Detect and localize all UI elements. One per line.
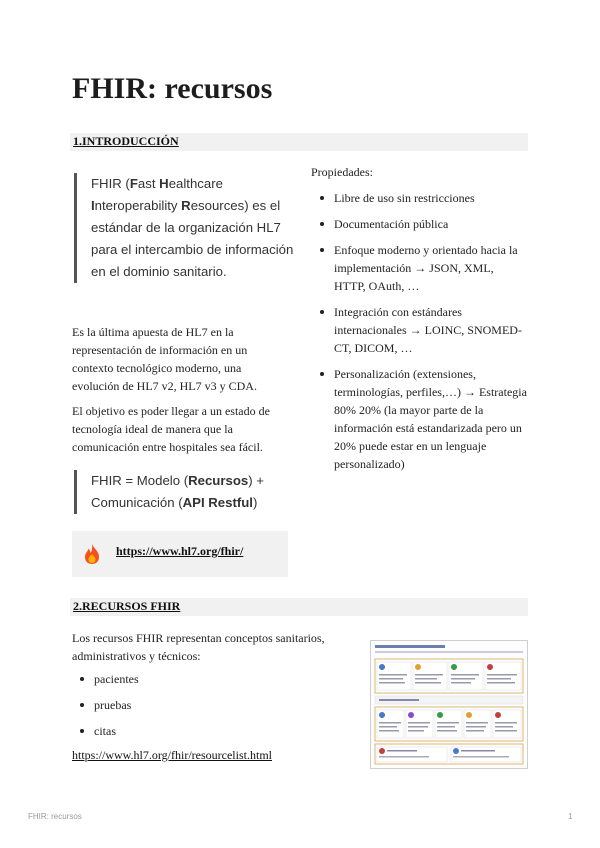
- quote-text: ): [252, 495, 258, 510]
- quote-text: nteroperability: [94, 198, 182, 213]
- fhir-formula-quote: [74, 470, 301, 514]
- quote-text: FHIR = Modelo (: [91, 473, 189, 488]
- list-item: Personalización (extensiones, terminologías, perfiles,…) → Estrategia 80% 20% (la mayor parte de la información está estandarizada pero un 20% puede estar en un lenguaje personalizado): [316, 365, 528, 473]
- page-number: 1: [568, 812, 573, 821]
- section-heading-text: 2.RECURSOS FHIR: [73, 599, 181, 613]
- properties-list: [316, 189, 528, 473]
- footer-title: FHIR: recursos: [28, 812, 82, 821]
- definition-quote: [74, 173, 306, 283]
- quote-bold: Recursos: [188, 473, 249, 488]
- quote-bold: H: [159, 176, 169, 191]
- quote-bold: I: [91, 198, 95, 213]
- intro-paragraph: Es la última apuesta de HL7 en la representación de información en un contexto tecnológico moderno, una evolución de HL7 v2, HL7 v3 y CDA.: [72, 325, 257, 393]
- quote-bold: API Restful: [182, 495, 253, 510]
- quote-bold: F: [129, 176, 138, 191]
- quote-text: FHIR (: [91, 176, 130, 191]
- link-callout: [72, 531, 288, 577]
- list-item: Libre de uso sin restricciones: [316, 189, 528, 207]
- objective-paragraph: El objetivo es poder llegar a un estado de tecnología ideal de manera que la comunicación entre hospitales sea fácil.: [72, 404, 270, 454]
- resource-list-thumbnail: [370, 640, 528, 769]
- quote-text: esources) es el estándar de la organización HL7 para el intercambio de información en el dominio sanitario.: [91, 198, 294, 279]
- page-title: FHIR: recursos: [72, 72, 273, 105]
- resource-list-link[interactable]: https://www.hl7.org/fhir/resourcelist.html: [72, 748, 272, 762]
- hl7-fhir-link[interactable]: https://www.hl7.org/fhir/: [116, 544, 244, 558]
- properties-label: Propiedades:: [311, 165, 373, 179]
- list-item: Integración con estándares internacionales → LOINC, SNOMED-CT, DICOM, …: [316, 303, 528, 357]
- list-item: citas: [76, 722, 276, 740]
- section-heading-recursos: [70, 598, 528, 616]
- list-item: Enfoque moderno y orientado hacia la implementación → JSON, XML, HTTP, OAuth, …: [316, 241, 528, 295]
- quote-bold: R: [181, 198, 191, 213]
- section-heading-introduccion: [70, 133, 528, 151]
- list-item: pacientes: [76, 670, 276, 688]
- quote-text: ealthcare: [168, 176, 223, 191]
- resources-intro: Los recursos FHIR representan conceptos sanitarios, administrativos y técnicos:: [72, 631, 325, 663]
- list-item: Documentación pública: [316, 215, 528, 233]
- quote-text: ) + Comunicación (: [91, 473, 264, 510]
- fire-icon: [82, 543, 102, 565]
- thumbnail-graphic: [371, 641, 527, 768]
- list-item: pruebas: [76, 696, 276, 714]
- resources-list: [76, 670, 276, 740]
- section-heading-text: 1.INTRODUCCIÓN: [73, 134, 179, 148]
- quote-text: ast: [137, 176, 160, 191]
